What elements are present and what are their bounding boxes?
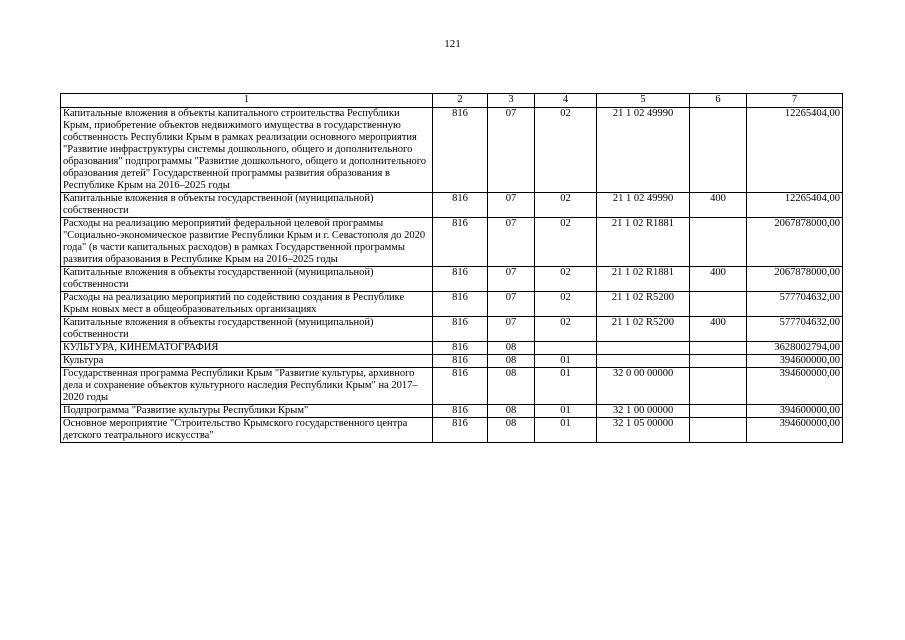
table-row [61, 267, 843, 292]
subsection-code [535, 342, 597, 355]
ministry-code: 816 [433, 218, 488, 267]
section-code: 07 [488, 193, 535, 218]
amount: 12265404,00 [747, 193, 843, 218]
expense-type-code [690, 355, 747, 368]
expense-type-code: 400 [690, 317, 747, 342]
header-cell: 7 [747, 94, 843, 108]
ministry-code: 816 [433, 267, 488, 292]
target-code: 21 1 02 49990 [597, 193, 690, 218]
subsection-code: 01 [535, 368, 597, 405]
item-name: КУЛЬТУРА, КИНЕМАТОГРАФИЯ [61, 342, 433, 355]
subsection-code: 01 [535, 405, 597, 418]
amount: 394600000,00 [747, 355, 843, 368]
item-name: Капитальные вложения в объекты государственной (муниципальной) собственности [61, 193, 433, 218]
expense-type-code [690, 405, 747, 418]
section-code: 07 [488, 292, 535, 317]
ministry-code: 816 [433, 405, 488, 418]
header-cell: 4 [535, 94, 597, 108]
section-code: 07 [488, 267, 535, 292]
section-code: 08 [488, 405, 535, 418]
item-name: Капитальные вложения в объекты государственной (муниципальной) собственности [61, 267, 433, 292]
amount: 394600000,00 [747, 405, 843, 418]
subsection-code: 02 [535, 267, 597, 292]
item-name: Расходы на реализацию мероприятий по содействию создания в Республике Крым новых мест в общеобразовательных организациях [61, 292, 433, 317]
header-cell: 5 [597, 94, 690, 108]
ministry-code: 816 [433, 292, 488, 317]
expense-type-code [690, 218, 747, 267]
target-code: 21 1 02 R1881 [597, 267, 690, 292]
page-number: 121 [444, 38, 461, 50]
subsection-code: 02 [535, 317, 597, 342]
header-cell: 2 [433, 94, 488, 108]
item-name: Капитальные вложения в объекты государственной (муниципальной) собственности [61, 317, 433, 342]
target-code: 21 1 02 R1881 [597, 218, 690, 267]
amount: 12265404,00 [747, 108, 843, 193]
subsection-code: 01 [535, 418, 597, 443]
expense-type-code [690, 418, 747, 443]
table-row [61, 193, 843, 218]
target-code: 21 1 02 R5200 [597, 292, 690, 317]
table-row [61, 108, 843, 193]
amount: 3628002794,00 [747, 342, 843, 355]
ministry-code: 816 [433, 193, 488, 218]
table-row [61, 355, 843, 368]
section-code: 07 [488, 218, 535, 267]
amount: 2067878000,00 [747, 218, 843, 267]
subsection-code: 02 [535, 292, 597, 317]
table-row [61, 418, 843, 443]
target-code: 21 1 02 R5200 [597, 317, 690, 342]
expense-type-code: 400 [690, 193, 747, 218]
section-code: 08 [488, 342, 535, 355]
expense-type-code [690, 342, 747, 355]
target-code: 32 1 00 00000 [597, 405, 690, 418]
expense-type-code: 400 [690, 267, 747, 292]
expense-type-code [690, 292, 747, 317]
header-cell: 6 [690, 94, 747, 108]
target-code: 32 0 00 00000 [597, 368, 690, 405]
section-code: 08 [488, 355, 535, 368]
amount: 2067878000,00 [747, 267, 843, 292]
item-name: Расходы на реализацию мероприятий федеральной целевой программы "Социально-экономическое развитие Республики Крым и г. Севастополя до 2020 года" (в части капитальных расходов) в рамках Государственной программы развития образования в Республике Крым на 2016–2025 годы [61, 218, 433, 267]
table-row [61, 405, 843, 418]
section-code: 07 [488, 108, 535, 193]
ministry-code: 816 [433, 108, 488, 193]
ministry-code: 816 [433, 418, 488, 443]
item-name: Подпрограмма "Развитие культуры Республики Крым" [61, 405, 433, 418]
item-name: Капитальные вложения в объекты капитального строительства Республики Крым, приобретение объектов недвижимого имущества в государственную собственность Республики Крым в рамках реализации основного мероприятия "Развитие инфраструктуры системы дошкольного, общего и дополнительного образования" подпрограммы "Развитие дошкольного, общего и дополнительного образования детей" Государственной программы развития образования в Республике Крым на 2016–2025 годы [61, 108, 433, 193]
table-row [61, 292, 843, 317]
section-code: 08 [488, 368, 535, 405]
ministry-code: 816 [433, 355, 488, 368]
table-row [61, 317, 843, 342]
target-code [597, 342, 690, 355]
table-row [61, 218, 843, 267]
item-name: Основное мероприятие "Строительство Крымского государственного центра детского театрального искусства" [61, 418, 433, 443]
header-row [61, 94, 843, 108]
target-code: 32 1 05 00000 [597, 418, 690, 443]
subsection-code: 02 [535, 193, 597, 218]
subsection-code: 02 [535, 108, 597, 193]
item-name: Культура [61, 355, 433, 368]
section-code: 08 [488, 418, 535, 443]
subsection-code: 01 [535, 355, 597, 368]
target-code: 21 1 02 49990 [597, 108, 690, 193]
item-name: Государственная программа Республики Крым "Развитие культуры, архивного дела и сохранение объектов культурного наследия Республики Крым" на 2017–2020 годы [61, 368, 433, 405]
expense-type-code [690, 368, 747, 405]
table-row [61, 342, 843, 355]
section-code: 07 [488, 317, 535, 342]
header-cell: 3 [488, 94, 535, 108]
ministry-code: 816 [433, 368, 488, 405]
header-cell: 1 [61, 94, 433, 108]
expense-type-code [690, 108, 747, 193]
ministry-code: 816 [433, 342, 488, 355]
target-code [597, 355, 690, 368]
amount: 577704632,00 [747, 292, 843, 317]
ministry-code: 816 [433, 317, 488, 342]
table-row [61, 368, 843, 405]
subsection-code: 02 [535, 218, 597, 267]
amount: 394600000,00 [747, 368, 843, 405]
amount: 394600000,00 [747, 418, 843, 443]
amount: 577704632,00 [747, 317, 843, 342]
budget-table [60, 93, 843, 443]
